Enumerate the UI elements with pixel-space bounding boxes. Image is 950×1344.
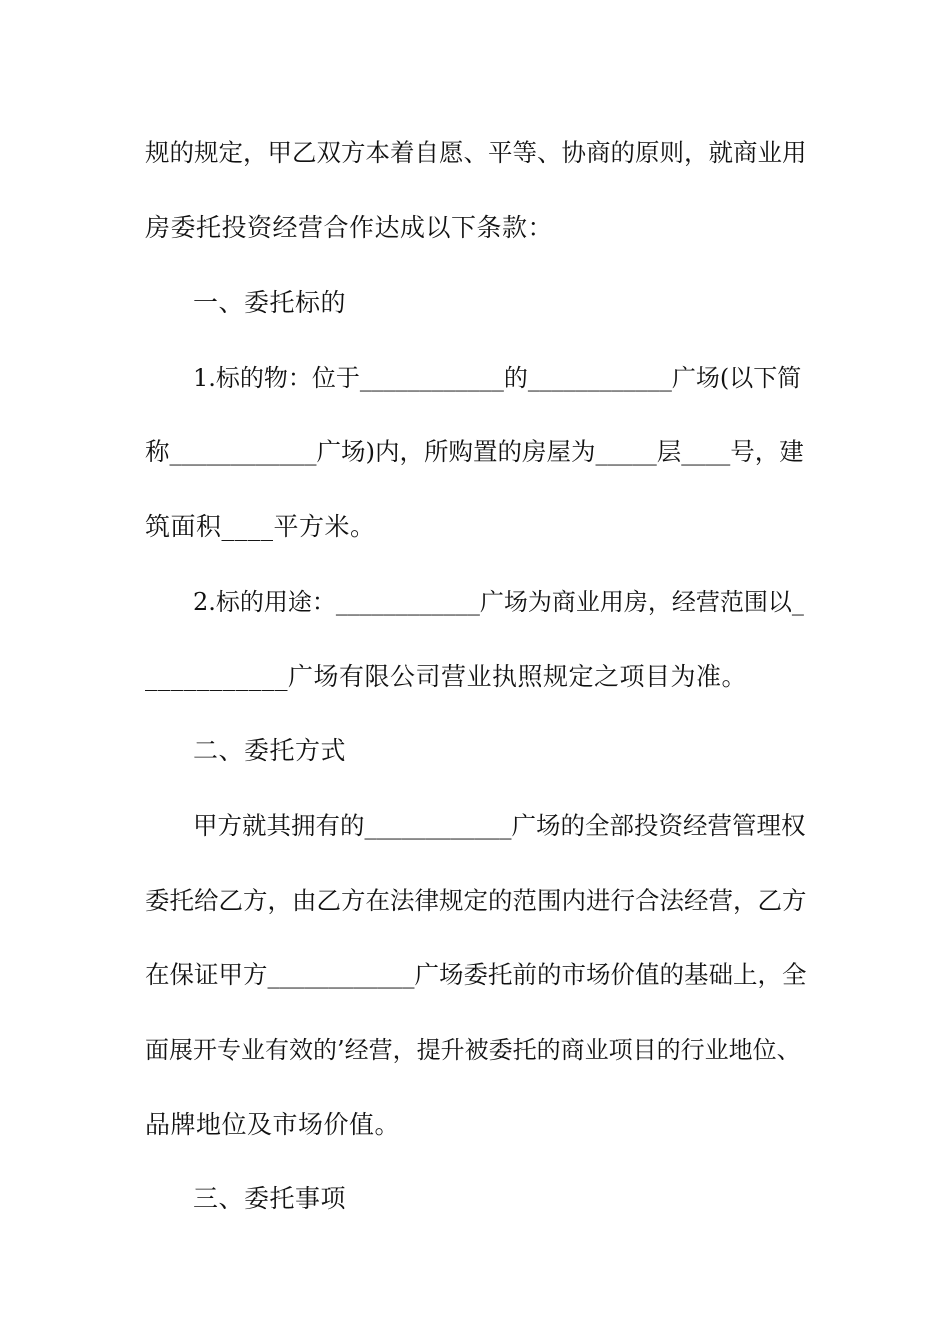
paragraph-line: 筑面积____平方米。 [145, 512, 376, 541]
paragraph-line: 房委托投资经营合作达成以下条款： [145, 213, 554, 242]
paragraph-line: 在保证甲方____________广场委托前的市场价值的基础上，全 [145, 960, 807, 989]
section-heading: 三、委托事项 [193, 1184, 347, 1213]
paragraph-line: 称____________广场)内，所购置的房屋为_____层____号，建 [145, 437, 804, 466]
paragraph-line: 甲方就其拥有的____________广场的全部投资经营管理权 [193, 811, 806, 840]
section-heading: 一、委托标的 [193, 288, 347, 317]
section-heading: 二、委托方式 [193, 736, 347, 765]
paragraph-line: 2.标的用途：____________广场为商业用房，经营范围以_ [193, 588, 804, 616]
paragraph-line: 品牌地位及市场价值。 [145, 1110, 401, 1139]
paragraph-line: ___________广场有限公司营业执照规定之项目为准。 [145, 662, 748, 691]
paragraph-line: 1.标的物：位于____________的____________广场(以下简 [193, 364, 802, 392]
paragraph-line: 面展开专业有效的’经营，提升被委托的商业项目的行业地位、 [145, 1036, 801, 1064]
paragraph-line: 委托给乙方，由乙方在法律规定的范围内进行合法经营，乙方 [145, 886, 807, 915]
paragraph-line: 规的规定，甲乙双方本着自愿、平等、协商的原则，就商业用 [145, 138, 807, 167]
